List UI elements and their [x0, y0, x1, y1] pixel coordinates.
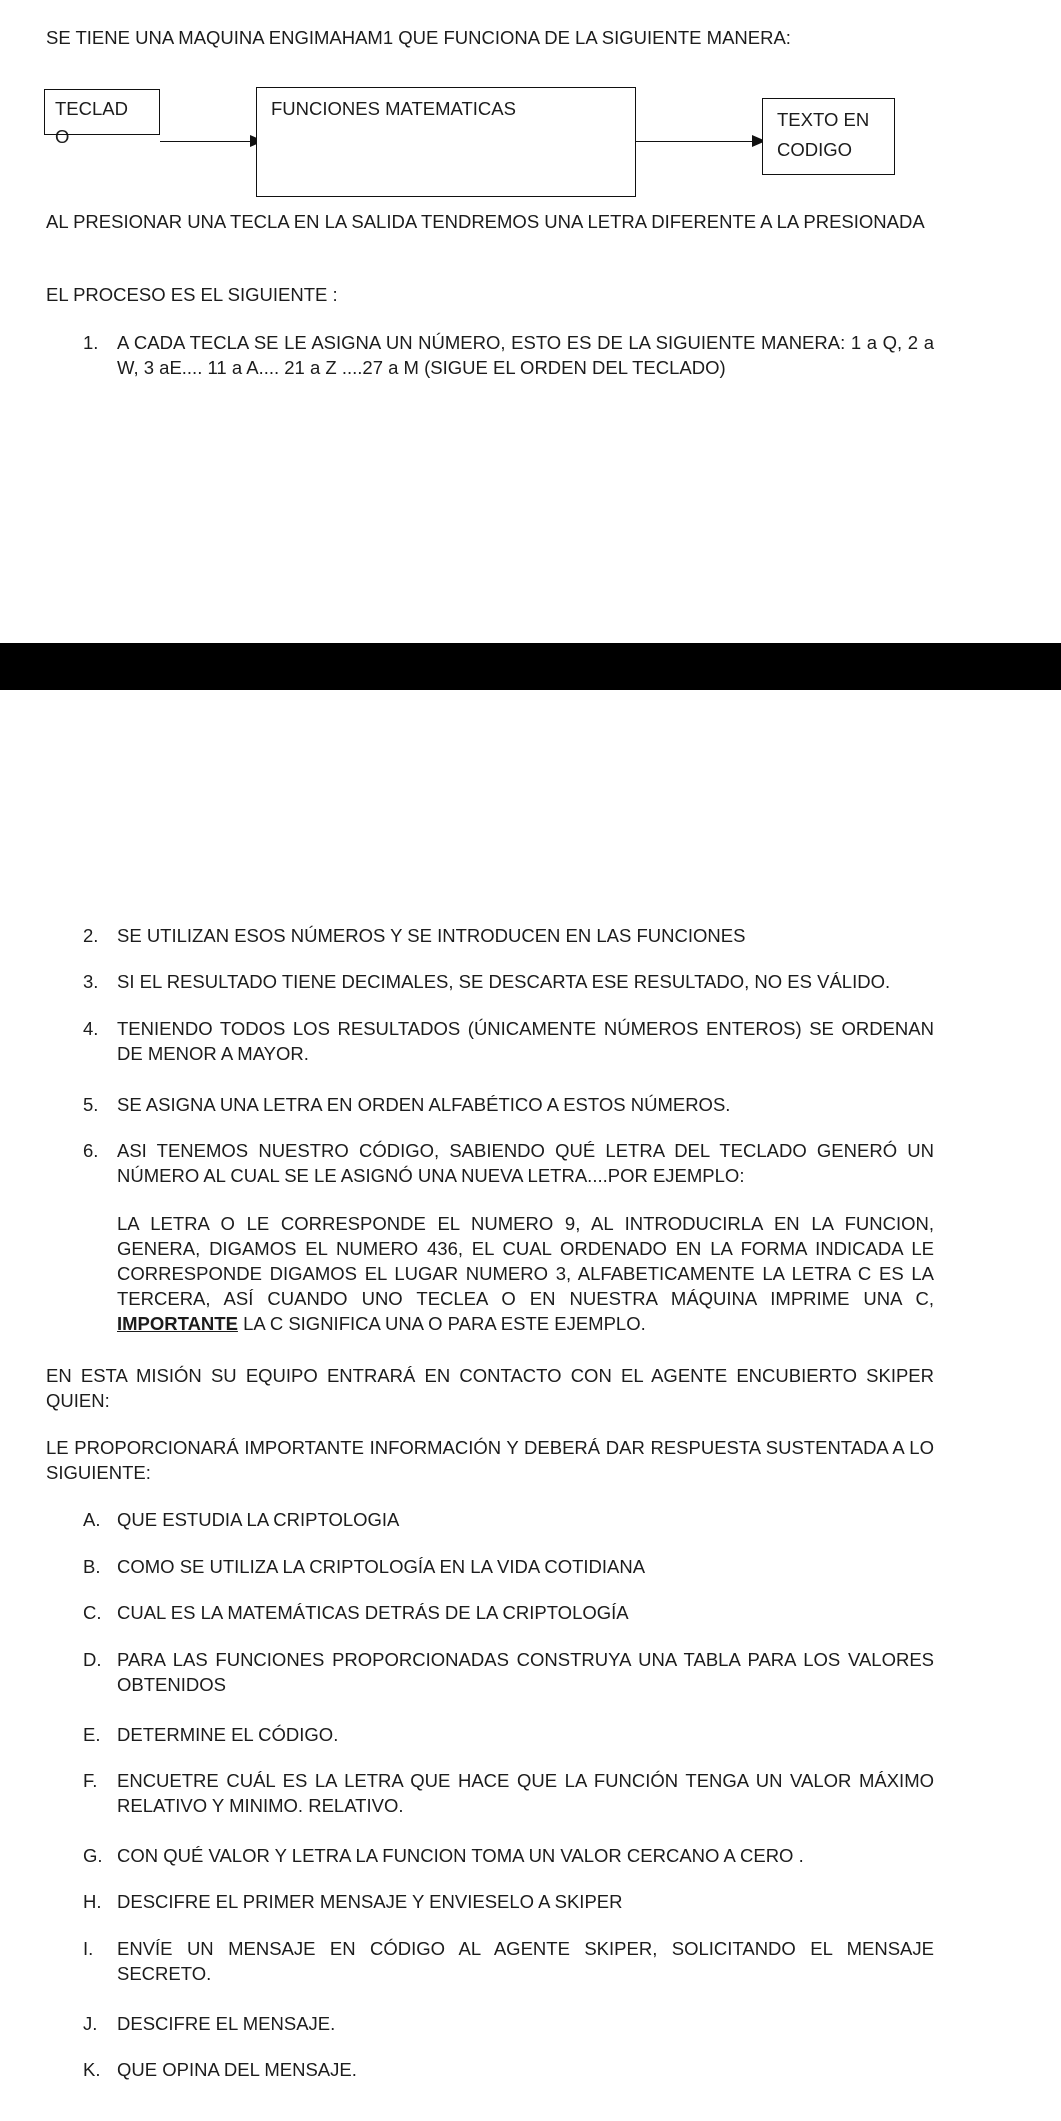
step-3-number: 3. [83, 971, 99, 992]
arrow-keyboard-to-functions [160, 141, 254, 142]
box-functions-label: FUNCIONES MATEMATICAS [271, 98, 516, 119]
step-6 [83, 1139, 934, 1189]
task-d [83, 1648, 934, 1698]
example-text: LA LETRA O LE CORRESPONDE EL NUMERO 9, AL INTRODUCIRLA EN LA FUNCION, GENERA, DIGAMOS EL NUMERO 436, EL CUAL ORDENADO EN LA FORMA INDICADA LE CORRESPONDE DIGAMOS EL LUGAR NUMERO 3, ALFABETICAMENTE LA LETRA C ES LA TERCERA, ASÍ CUANDO UNO TECLEA O EN NUESTRA MÁQUINA IMPRIME UNA C, [117, 1213, 934, 1309]
box-functions [256, 87, 636, 197]
step-3-text: SI EL RESULTADO TIENE DECIMALES, SE DESCARTA ESE RESULTADO, NO ES VÁLIDO. [117, 971, 891, 992]
step-5-text: SE ASIGNA UNA LETRA EN ORDEN ALFABÉTICO A ESTOS NÚMEROS. [117, 1094, 731, 1115]
step-6-text: ASI TENEMOS NUESTRO CÓDIGO, SABIENDO QUÉ LETRA DEL TECLADO GENERÓ UN NÚMERO AL CUAL SE LE ASIGNÓ UNA NUEVA LETRA....POR EJEMPLO: [117, 1140, 934, 1186]
step-6-number: 6. [83, 1140, 99, 1161]
step-1 [83, 331, 934, 381]
task-f [83, 1769, 934, 1819]
task-e-letter: E. [83, 1724, 101, 1745]
paragraph-provide: LE PROPORCIONARÁ IMPORTANTE INFORMACIÓN Y DEBERÁ DAR RESPUESTA SUSTENTADA A LO SIGUIENTE: [46, 1437, 934, 1483]
step-2 [83, 924, 934, 949]
task-d-text: PARA LAS FUNCIONES PROPORCIONADAS CONSTRUYA UNA TABLA PARA LOS VALORES OBTENIDOS [117, 1649, 934, 1695]
task-c-letter: C. [83, 1602, 102, 1623]
step-5 [83, 1093, 934, 1118]
step-4-number: 4. [83, 1018, 99, 1039]
task-a-text: QUE ESTUDIA LA CRIPTOLOGIA [117, 1509, 400, 1530]
arrow-functions-to-output [636, 141, 760, 142]
task-k-letter: K. [83, 2059, 101, 2080]
example-block [117, 1212, 934, 1337]
example-important: IMPORTANTE [117, 1312, 238, 1334]
task-i [83, 1937, 934, 1987]
task-a [83, 1508, 934, 1533]
step-5-number: 5. [83, 1094, 99, 1115]
task-i-text: ENVÍE UN MENSAJE EN CÓDIGO AL AGENTE SKIPER, SOLICITANDO EL MENSAJE SECRETO. [117, 1938, 934, 1984]
task-b-text: COMO SE UTILIZA LA CRIPTOLOGÍA EN LA VIDA COTIDIANA [117, 1556, 646, 1577]
task-h [83, 1890, 934, 1915]
step-1-number: 1. [83, 332, 99, 353]
box-output-line2: CODIGO [777, 139, 853, 160]
task-e [83, 1723, 934, 1748]
task-j [83, 2012, 934, 2037]
task-a-letter: A. [83, 1509, 101, 1530]
step-3 [83, 970, 934, 995]
task-f-text: ENCUETRE CUÁL ES LA LETRA QUE HACE QUE LA FUNCIÓN TENGA UN VALOR MÁXIMO RELATIVO Y MINIMO. RELATIVO. [117, 1770, 934, 1816]
task-f-letter: F. [83, 1770, 98, 1791]
task-i-letter: I. [83, 1938, 94, 1959]
step-2-text: SE UTILIZAN ESOS NÚMEROS Y SE INTRODUCEN EN LAS FUNCIONES [117, 925, 746, 946]
box-keyboard-line2: O [55, 126, 70, 147]
step-4-text: TENIENDO TODOS LOS RESULTADOS (ÚNICAMENTE NÚMEROS ENTEROS) SE ORDENAN DE MENOR A MAYOR. [117, 1018, 934, 1064]
paragraph-process: EL PROCESO ES EL SIGUIENTE : [46, 284, 338, 305]
task-j-letter: J. [83, 2013, 98, 2034]
task-g [83, 1844, 934, 1869]
task-e-text: DETERMINE EL CÓDIGO. [117, 1724, 339, 1745]
step-4 [83, 1017, 934, 1067]
paragraph-output-letter: AL PRESIONAR UNA TECLA EN LA SALIDA TENDREMOS UNA LETRA DIFERENTE A LA PRESIONADA [46, 211, 925, 232]
example-tail: LA C SIGNIFICA UNA O PARA ESTE EJEMPLO. [237, 1312, 646, 1334]
task-d-letter: D. [83, 1649, 102, 1670]
step-1-text: A CADA TECLA SE LE ASIGNA UN NÚMERO, ESTO ES DE LA SIGUIENTE MANERA: 1 a Q, 2 a W, 3 aE.... 11 a A.... 21 a Z ....27 a M (SIGUE EL ORDEN DEL TECLADO) [117, 332, 934, 378]
paragraph-mission: EN ESTA MISIÓN SU EQUIPO ENTRARÁ EN CONTACTO CON EL AGENTE ENCUBIERTO SKIPER QUIEN: [46, 1365, 934, 1411]
box-keyboard-line1: TECLAD [55, 98, 128, 119]
box-output-line1: TEXTO EN [777, 109, 870, 130]
task-c-text: CUAL ES LA MATEMÁTICAS DETRÁS DE LA CRIPTOLOGÍA [117, 1602, 629, 1623]
task-b [83, 1555, 934, 1580]
step-2-number: 2. [83, 925, 99, 946]
task-c [83, 1601, 934, 1626]
box-keyboard-frame [44, 89, 160, 135]
task-h-text: DESCIFRE EL PRIMER MENSAJE Y ENVIESELO A SKIPER [117, 1891, 623, 1912]
redaction-bar [0, 643, 1061, 690]
task-b-letter: B. [83, 1556, 101, 1577]
task-j-text: DESCIFRE EL MENSAJE. [117, 2013, 336, 2034]
task-g-text: CON QUÉ VALOR Y LETRA LA FUNCION TOMA UN VALOR CERCANO A CERO . [117, 1845, 804, 1866]
task-g-letter: G. [83, 1845, 103, 1866]
box-output [762, 98, 895, 175]
task-k-text: QUE OPINA DEL MENSAJE. [117, 2059, 357, 2080]
intro-text: SE TIENE UNA MAQUINA ENGIMAHAM1 QUE FUNCIONA DE LA SIGUIENTE MANERA: [46, 27, 791, 48]
task-h-letter: H. [83, 1891, 102, 1912]
task-k [83, 2058, 934, 2083]
